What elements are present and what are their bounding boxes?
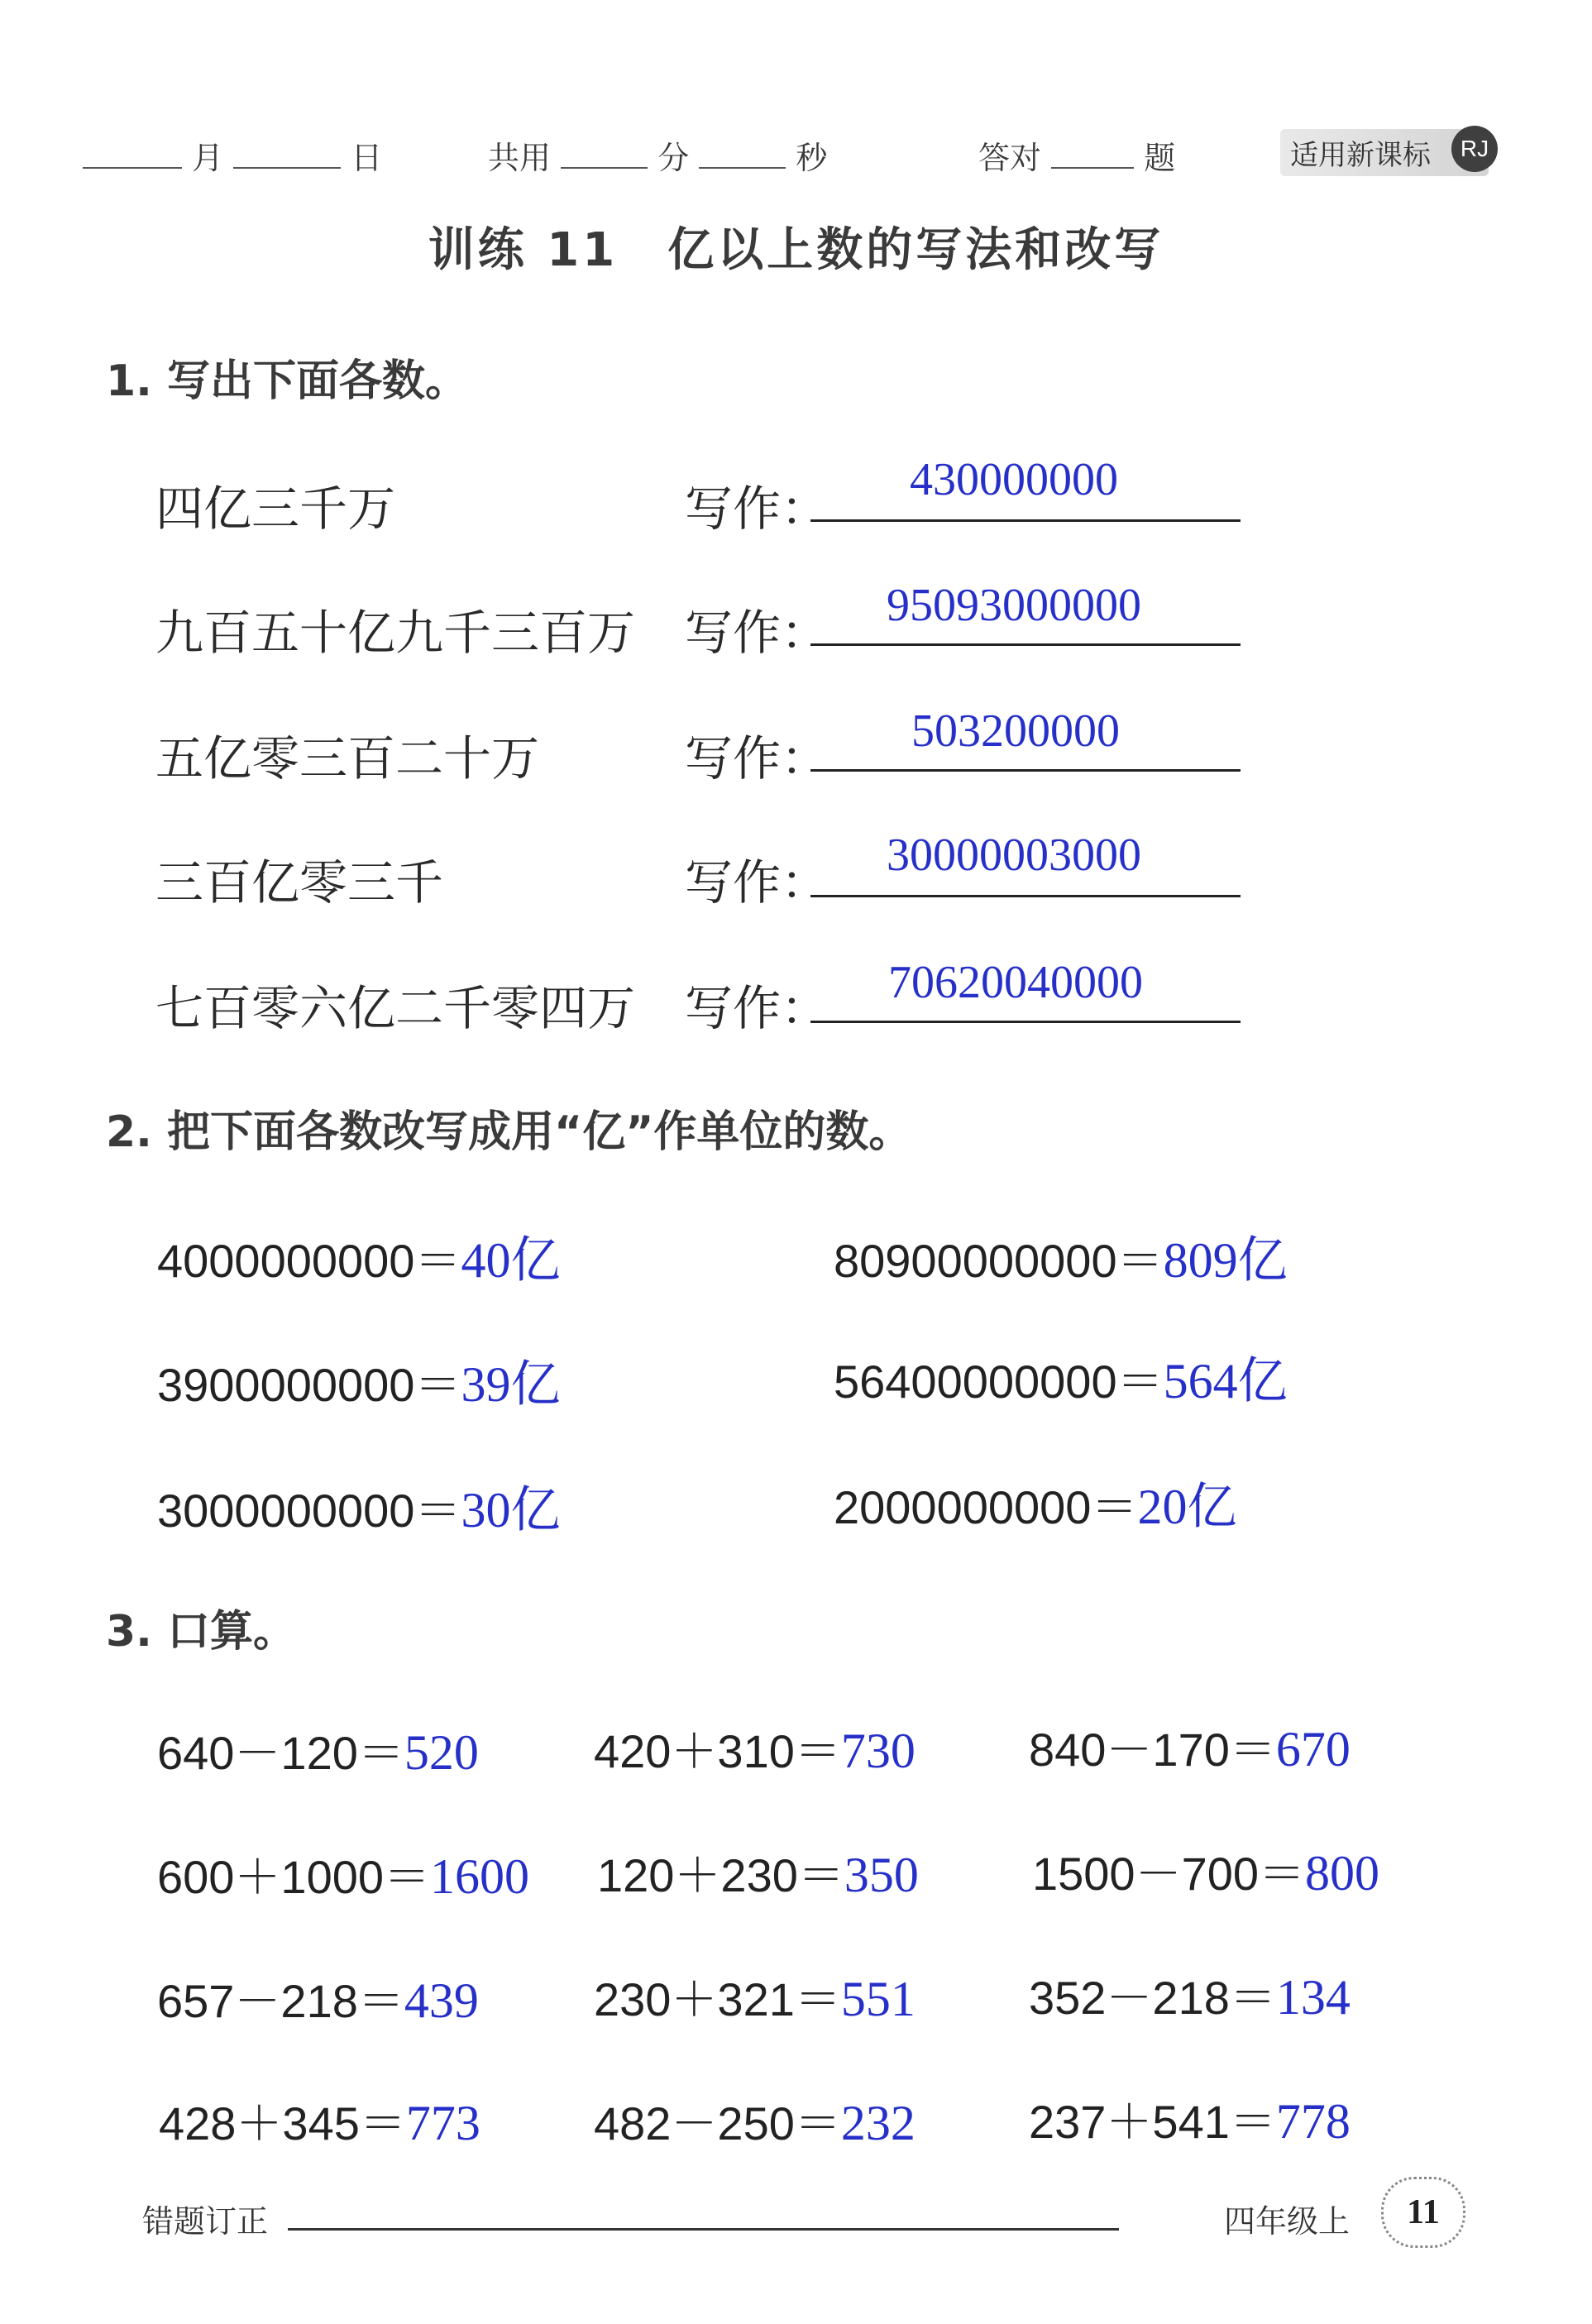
q2-answer: 40亿 [461,1233,561,1288]
q1-answer-line-5[interactable] [810,1021,1241,1023]
q3-item-1 [157,1717,479,1783]
q2-expr: 56400000000＝ [834,1356,1164,1408]
q3-item-5 [597,1839,919,1906]
correction-line[interactable] [288,2228,1119,2231]
q3-item-12 [1029,2086,1351,2152]
q3-expr: 428＋345＝ [159,2097,406,2149]
q3-item-4 [157,1841,529,1907]
q3-item-9 [1029,1962,1351,2028]
q1-answer-line-4[interactable] [810,895,1241,897]
q2-item-6 [834,1467,1236,1538]
q3-item-11 [594,2087,916,2154]
q3-answer: 800 [1305,1846,1380,1901]
q2-answer: 809亿 [1163,1233,1288,1288]
q3-expr: 600＋1000＝ [157,1851,431,1903]
q1-answer-5: 70620040000 [888,957,1143,1008]
second-blank[interactable] [699,165,786,169]
q2-answer: 30亿 [461,1483,561,1537]
q1-phrase-4: 三百亿零三千 [155,854,444,911]
q2-answer: 20亿 [1137,1480,1237,1534]
time-prefix: 共用 [488,140,552,176]
q1-answer-3: 503200000 [911,705,1120,757]
minute-blank[interactable] [561,165,648,169]
q3-expr: 640－120＝ [157,1727,404,1779]
q1-phrase-3: 五亿零三百二十万 [155,730,540,787]
q1-phrase-2: 九百五十亿九千三百万 [155,605,636,661]
q3-answer: 350 [844,1848,919,1902]
q3-item-8 [594,1963,916,2030]
q2-expr: 2000000000＝ [834,1481,1138,1533]
header-time [488,132,827,178]
q3-expr: 120＋230＝ [597,1849,844,1901]
month-label: 月 [192,140,224,176]
question-1-label: 1. 写出下面各数。 [106,356,469,406]
q1-write-label-4: 写作： [685,854,829,911]
q3-answer: 551 [840,1972,916,2026]
q3-expr: 482－250＝ [594,2097,841,2149]
q1-answer-4: 30000003000 [887,830,1141,881]
header-date [83,132,382,178]
q3-item-6 [1032,1838,1379,1904]
q3-answer: 439 [404,1973,479,2028]
q1-write-label-5: 写作： [685,980,829,1036]
correct-suffix: 题 [1144,140,1176,176]
q3-answer: 778 [1275,2094,1351,2149]
q1-write-label-3: 写作： [685,730,829,787]
second-label: 秒 [796,140,828,176]
q1-phrase-1: 四亿三千万 [155,481,396,537]
curriculum-badge: 适用新课标 [1280,129,1489,176]
q2-item-4 [834,1341,1288,1413]
q3-item-10 [159,2087,480,2154]
q3-expr: 1500－700＝ [1032,1848,1306,1900]
q3-expr: 420＋310＝ [594,1725,841,1777]
q3-answer: 730 [840,1724,916,1778]
rj-badge: RJ [1451,126,1498,172]
q1-phrase-5: 七百零六亿二千零四万 [155,980,636,1036]
q2-answer: 564亿 [1163,1354,1288,1408]
page-title: 训练 11 亿以上数的写法和改写 [428,223,1164,277]
q1-answer-1: 430000000 [910,454,1118,505]
q3-answer: 773 [405,2096,480,2150]
q3-expr: 237＋541＝ [1029,2096,1276,2148]
question-2-label: 2. 把下面各数改写成用“亿”作单位的数。 [106,1107,912,1157]
q2-expr: 3900000000＝ [157,1359,461,1411]
correct-blank[interactable] [1051,165,1134,169]
q3-answer: 520 [404,1725,479,1780]
q2-answer: 39亿 [461,1357,561,1412]
q3-item-7 [157,1965,479,2031]
q3-item-2 [594,1715,916,1781]
q2-item-5 [157,1470,560,1542]
day-blank[interactable] [233,165,341,169]
correct-prefix: 答对 [978,140,1042,176]
q1-write-label-2: 写作： [685,605,829,661]
q3-expr: 230＋321＝ [594,1973,841,2025]
question-3-label: 3. 口算。 [106,1607,297,1657]
q1-answer-2: 95093000000 [887,580,1141,631]
correction-label: 错题订正 [142,2203,269,2240]
q3-answer: 670 [1275,1722,1351,1776]
month-blank[interactable] [83,165,182,169]
q2-expr: 3000000000＝ [157,1485,461,1537]
q3-answer: 1600 [430,1849,530,1904]
q3-expr: 657－218＝ [157,1975,404,2027]
q3-expr: 840－170＝ [1029,1724,1276,1776]
day-label: 日 [351,140,383,176]
q2-expr: 4000000000＝ [157,1235,461,1287]
header-correct [978,132,1175,178]
q2-expr: 80900000000＝ [834,1235,1164,1287]
grade-label: 四年级上 [1224,2203,1351,2240]
q2-item-3 [157,1345,560,1416]
q2-item-2 [834,1221,1288,1292]
page-number: 11 [1381,2177,1465,2248]
q3-item-3 [1029,1714,1351,1780]
minute-label: 分 [657,140,690,176]
q1-answer-line-2[interactable] [810,643,1241,646]
q3-expr: 352－218＝ [1029,1972,1276,2024]
q1-answer-line-3[interactable] [810,769,1241,772]
q3-answer: 134 [1275,1970,1351,2025]
q2-item-1 [157,1221,560,1292]
q1-answer-line-1[interactable] [810,519,1241,522]
q3-answer: 232 [840,2096,916,2150]
q1-write-label-1: 写作： [685,481,829,537]
